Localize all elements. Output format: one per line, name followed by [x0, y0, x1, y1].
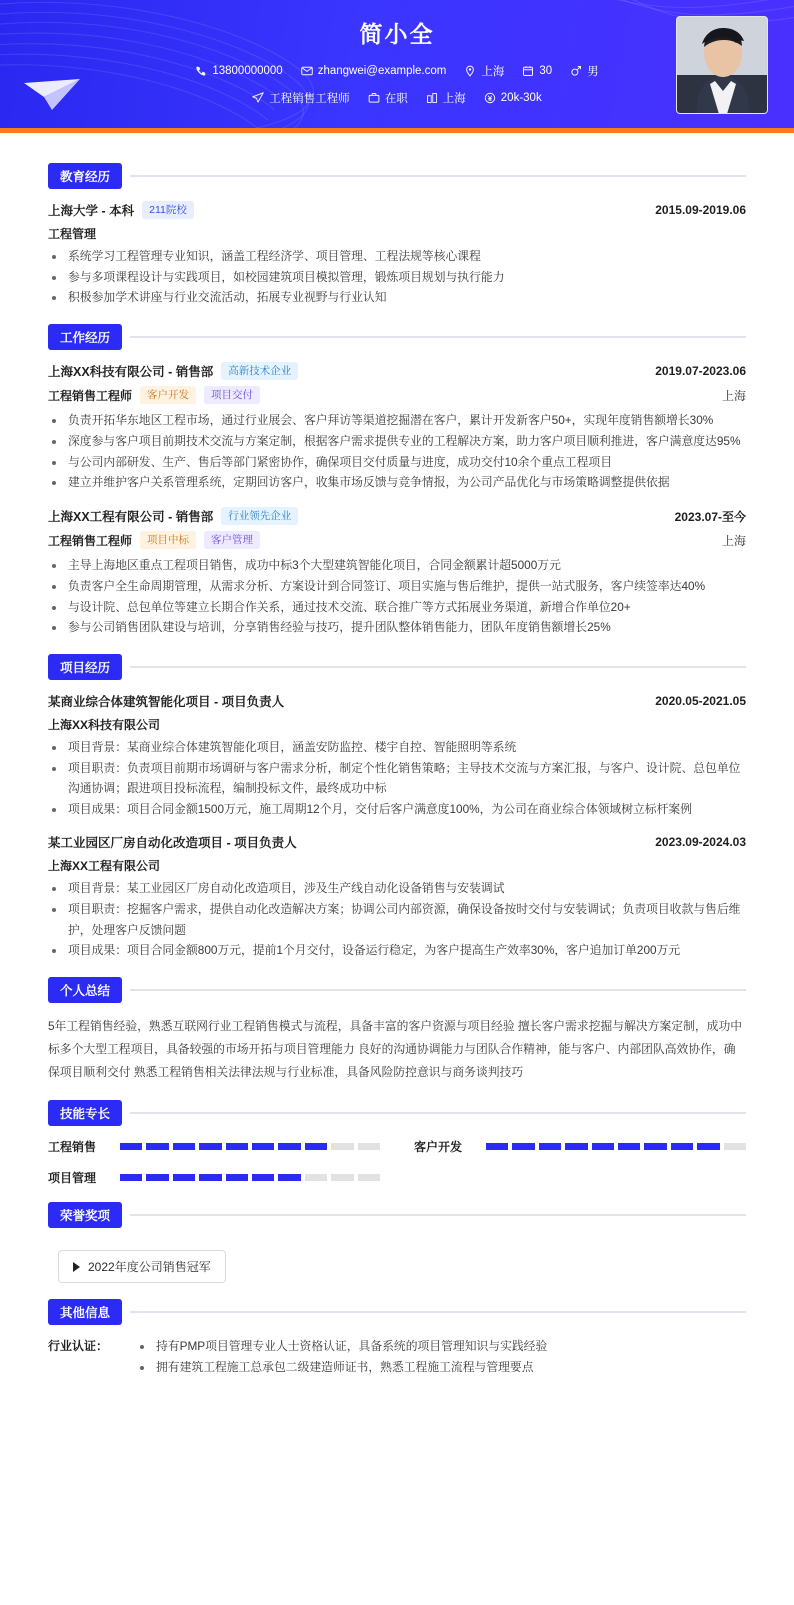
- list-item: • 系统学习工程管理专业知识，涵盖工程经济学、项目管理、工程法规等核心课程: [66, 246, 746, 267]
- section-education: [48, 163, 746, 308]
- skill-bar-segment: [358, 1143, 380, 1150]
- skill-bar-segment: [331, 1143, 353, 1150]
- skill-bar-segment: [252, 1143, 274, 1150]
- education-entry-row: [48, 201, 746, 219]
- section-title-projects: 项目经历: [48, 654, 122, 680]
- section-header-skills: [48, 1100, 746, 1126]
- skill-item: [414, 1138, 746, 1155]
- skill-bar-segment: [120, 1174, 142, 1181]
- section-title-skills: 技能专长: [48, 1100, 122, 1126]
- section-other: [48, 1299, 746, 1377]
- skill-bar-segment: [120, 1143, 142, 1150]
- list-item: • 参与公司销售团队建设与培训，分享销售经验与技巧，提升团队整体销售能力，团队年度销售额增长25%: [66, 617, 746, 638]
- contact-gender: [570, 63, 599, 79]
- section-header-work: [48, 324, 746, 350]
- work-entry: [48, 507, 746, 638]
- skill-bar-segment: [278, 1143, 300, 1150]
- list-item: • 负责开拓华东地区工程市场，通过行业展会、客户拜访等渠道挖掘潜在客户，累计开发新客户50+，实现年度销售额增长30%: [66, 410, 746, 431]
- calendar-icon: [522, 65, 534, 77]
- candidate-name: 简小全: [359, 21, 435, 47]
- skill-bar-segment: [697, 1143, 719, 1150]
- list-item: • 项目背景：某工业园区厂房自动化改造项目，涉及生产线自动化设备销售与安装调试: [66, 878, 746, 899]
- work-org-row: [48, 507, 746, 525]
- work-company-tag: 行业领先企业: [221, 507, 298, 525]
- job-city: [426, 90, 466, 106]
- job-title: [252, 90, 350, 106]
- project-name: 某商业综合体建筑智能化项目 - 项目负责人: [48, 694, 285, 709]
- list-item: • 主导上海地区重点工程项目销售，成功中标3个大型建筑智能化项目，合同金额累计超5000万元: [66, 555, 746, 576]
- job-title-text: 工程销售工程师: [269, 93, 350, 105]
- phone-icon: [195, 65, 207, 77]
- avatar-photo: [677, 17, 768, 114]
- education-date: 2015.09-2019.06: [655, 203, 746, 218]
- list-item: • 积极参加学术讲座与行业交流活动，拓展专业视野与行业认知: [66, 287, 746, 308]
- section-rule: [130, 989, 746, 991]
- skill-bar-segment: [486, 1143, 508, 1150]
- section-rule: [130, 336, 746, 338]
- job-city-text: 上海: [442, 93, 466, 105]
- job-salary-text: 20k-30k: [500, 92, 542, 104]
- section-title-honors: 荣誉奖项: [48, 1202, 122, 1228]
- gender-icon: [570, 65, 582, 77]
- avatar: [676, 16, 768, 114]
- resume-body: [0, 133, 794, 1405]
- work-role-tag: 项目中标: [140, 531, 196, 549]
- section-rule: [130, 666, 746, 668]
- skill-bar-segment: [146, 1174, 168, 1181]
- work-org-group: [48, 507, 298, 525]
- contact-age-text: 30: [539, 65, 553, 77]
- skill-bar-segment: [199, 1143, 221, 1150]
- location-icon: [464, 65, 476, 77]
- skill-level-bars: [120, 1174, 380, 1181]
- work-role-tag: 客户开发: [140, 386, 196, 404]
- list-item: • 拥有建筑工程施工总承包二级建造师证书，熟悉工程施工流程与管理要点: [154, 1357, 746, 1378]
- section-projects: [48, 654, 746, 961]
- contact-phone-text: 13800000000: [212, 65, 283, 77]
- job-status: [368, 90, 408, 106]
- list-item: • 与公司内部研发、生产、售后等部门紧密协作，确保项目交付质量与进度，成功交付10余个重点工程项目: [66, 452, 746, 473]
- work-location: 上海: [721, 388, 746, 403]
- skill-bar-segment: [724, 1143, 746, 1150]
- education-major: 工程管理: [48, 227, 97, 242]
- contact-email: [301, 65, 447, 77]
- work-location: 上海: [721, 533, 746, 548]
- section-title-summary: 个人总结: [48, 977, 122, 1003]
- skill-label: 客户开发: [414, 1140, 463, 1155]
- skill-bar-segment: [252, 1174, 274, 1181]
- skill-item: [48, 1138, 380, 1155]
- section-header-honors: [48, 1202, 746, 1228]
- education-school: 上海大学 - 本科: [48, 204, 135, 219]
- section-work: [48, 324, 746, 638]
- work-date: 2019.07-2023.06: [655, 364, 746, 379]
- project-title-row: [48, 833, 746, 851]
- project-bullets: [48, 737, 746, 820]
- plane-icon: [252, 92, 264, 104]
- contact-gender-text: 男: [587, 66, 599, 78]
- project-entry: [48, 833, 746, 961]
- skill-bar-segment: [305, 1174, 327, 1181]
- work-role: 工程销售工程师: [48, 388, 133, 403]
- skill-label: 工程销售: [48, 1140, 97, 1155]
- briefcase-icon: [368, 92, 380, 104]
- contact-line: [24, 63, 770, 79]
- skill-bar-segment: [644, 1143, 666, 1150]
- section-honors: [48, 1202, 746, 1283]
- list-item: • 建立并维护客户关系管理系统，定期回访客户，收集市场反馈与竞争情报，为公司产品优化与市场策略调整提供依据: [66, 472, 746, 493]
- skill-bar-segment: [305, 1143, 327, 1150]
- list-item: • 负责客户全生命周期管理，从需求分析、方案设计到合同签订、项目实施与售后维护，提供一站式服务，客户续签率达40%: [66, 576, 746, 597]
- project-company: 上海XX工程有限公司: [48, 859, 161, 874]
- work-role-tag: 项目交付: [204, 386, 260, 404]
- honor-label: 2022年度公司销售冠军: [88, 1260, 211, 1275]
- skill-bar-segment: [331, 1174, 353, 1181]
- section-rule: [130, 1214, 746, 1216]
- contact-location-text: 上海: [481, 66, 505, 78]
- section-header-other: [48, 1299, 746, 1325]
- work-role-group: [48, 386, 260, 404]
- section-header-education: [48, 163, 746, 189]
- skill-bar-segment: [226, 1143, 248, 1150]
- skill-bar-segment: [512, 1143, 534, 1150]
- work-org-row: [48, 362, 746, 380]
- work-company: 上海XX工程有限公司 - 销售部: [48, 510, 214, 525]
- summary-text: 5年工程销售经验，熟悉互联网行业工程销售模式与流程，具备丰富的客户资源与项目经验 擅长客户需求挖掘与解决方案定制，成功中标多个大型工程项目，具备较强的市场开拓与项目管理能力 良好的沟通协调能力与团队合作精神，能与客户、内部团队高效协作，确保项目顺利交付 熟悉工程销售相关法律法规与行业标准，具备风险防控意识与商务谈判技巧: [48, 1019, 743, 1080]
- work-entry: [48, 362, 746, 493]
- work-bullets: [48, 410, 746, 493]
- skills-grid-spacer: [414, 1169, 746, 1186]
- section-summary: [48, 977, 746, 1084]
- contact-phone: [195, 65, 282, 77]
- skill-bar-segment: [358, 1174, 380, 1181]
- job-meta-line: [24, 90, 770, 106]
- section-skills: [48, 1100, 746, 1186]
- section-header-projects: [48, 654, 746, 680]
- project-date: 2023.09-2024.03: [655, 835, 746, 850]
- section-rule: [130, 1311, 746, 1313]
- work-role-row: [48, 531, 746, 549]
- list-item: • 项目职责：挖掘客户需求，提供自动化改造解决方案；协调公司内部资源，确保设备按时交付与安装调试；负责项目收款与售后维护，处理客户反馈问题: [66, 899, 746, 940]
- education-entry: [48, 201, 746, 308]
- section-rule: [130, 175, 746, 177]
- work-company: 上海XX科技有限公司 - 销售部: [48, 365, 214, 380]
- list-item: • 持有PMP项目管理专业人士资格认证，具备系统的项目管理知识与实践经验: [154, 1336, 746, 1357]
- skill-bar-segment: [146, 1143, 168, 1150]
- skill-bar-segment: [173, 1174, 195, 1181]
- list-item: • 与设计院、总包单位等建立长期合作关系，通过技术交流、联合推广等方式拓展业务渠道，新增合作单位20+: [66, 597, 746, 618]
- job-salary: [484, 92, 542, 104]
- project-date: 2020.05-2021.05: [655, 693, 746, 708]
- skill-bar-segment: [671, 1143, 693, 1150]
- project-entry: [48, 692, 746, 820]
- honor-item[interactable]: [58, 1250, 226, 1283]
- education-org-group: [48, 201, 194, 219]
- mail-icon: [301, 65, 313, 77]
- project-title-row: [48, 692, 746, 710]
- list-item: • 项目成果：项目合同金额1500万元，施工周期12个月，交付后客户满意度100%，为公司在商业综合体领域树立标杆案例: [66, 799, 746, 820]
- education-tag: 211院校: [142, 201, 194, 219]
- work-role-group: [48, 531, 260, 549]
- section-header-summary: [48, 977, 746, 1003]
- skill-bar-segment: [278, 1174, 300, 1181]
- contact-email-text: zhangwei@example.com: [317, 65, 447, 77]
- skill-bar-segment: [539, 1143, 561, 1150]
- skill-bar-segment: [226, 1174, 248, 1181]
- work-role-tag: 客户管理: [204, 531, 260, 549]
- work-role-row: [48, 386, 746, 404]
- skills-grid: [48, 1138, 746, 1186]
- work-bullets: [48, 555, 746, 638]
- contact-location: [464, 63, 504, 79]
- skill-level-bars: [486, 1143, 746, 1150]
- section-title-other: 其他信息: [48, 1299, 122, 1325]
- skill-bar-segment: [173, 1143, 195, 1150]
- project-name: 某工业园区厂房自动化改造项目 - 项目负责人: [48, 836, 297, 851]
- skill-item: [48, 1169, 380, 1186]
- skill-bar-segment: [565, 1143, 587, 1150]
- job-status-text: 在职: [384, 93, 408, 105]
- city-icon: [426, 92, 438, 104]
- list-item: • 参与多项课程设计与实践项目，如校园建筑项目模拟管理，锻炼项目规划与执行能力: [66, 267, 746, 288]
- project-bullets: [48, 878, 746, 961]
- list-item: • 深度参与客户项目前期技术交流与方案定制，根据客户需求提供专业的工程解决方案，助力客户项目顺利推进，客户满意度达95%: [66, 431, 746, 452]
- skill-bar-segment: [618, 1143, 640, 1150]
- caret-right-icon: [73, 1262, 80, 1272]
- salary-icon: [484, 92, 496, 104]
- work-org-group: [48, 362, 298, 380]
- section-title-work: 工作经历: [48, 324, 122, 350]
- skill-bar-segment: [199, 1174, 221, 1181]
- work-company-tag: 高新技术企业: [221, 362, 298, 380]
- skill-level-bars: [120, 1143, 380, 1150]
- work-role: 工程销售工程师: [48, 533, 133, 548]
- list-item: • 项目职责：负责项目前期市场调研与客户需求分析，制定个性化销售策略；主导技术交流与方案汇报，与客户、设计院、总包单位沟通协调；跟进项目投标流程，编制投标文件，最终成功中标: [66, 758, 746, 799]
- skill-bar-segment: [592, 1143, 614, 1150]
- skill-label: 项目管理: [48, 1171, 97, 1186]
- work-date: 2023.07-至今: [674, 509, 746, 524]
- section-rule: [130, 1112, 746, 1114]
- other-bullets: [136, 1336, 746, 1377]
- project-company: 上海XX科技有限公司: [48, 717, 161, 732]
- education-bullets: [48, 246, 746, 308]
- section-title-education: 教育经历: [48, 163, 122, 189]
- list-item: • 项目成果：项目合同金额800万元，提前1个月交付，设备运行稳定，为客户提高生产效率30%，客户追加订单200万元: [66, 940, 746, 961]
- other-cert-label: 行业认证：: [48, 1339, 109, 1354]
- resume-header: [0, 0, 794, 133]
- list-item: • 项目背景：某商业综合体建筑智能化项目，涵盖安防监控、楼宇自控、智能照明等系统: [66, 737, 746, 758]
- contact-age: [522, 65, 552, 77]
